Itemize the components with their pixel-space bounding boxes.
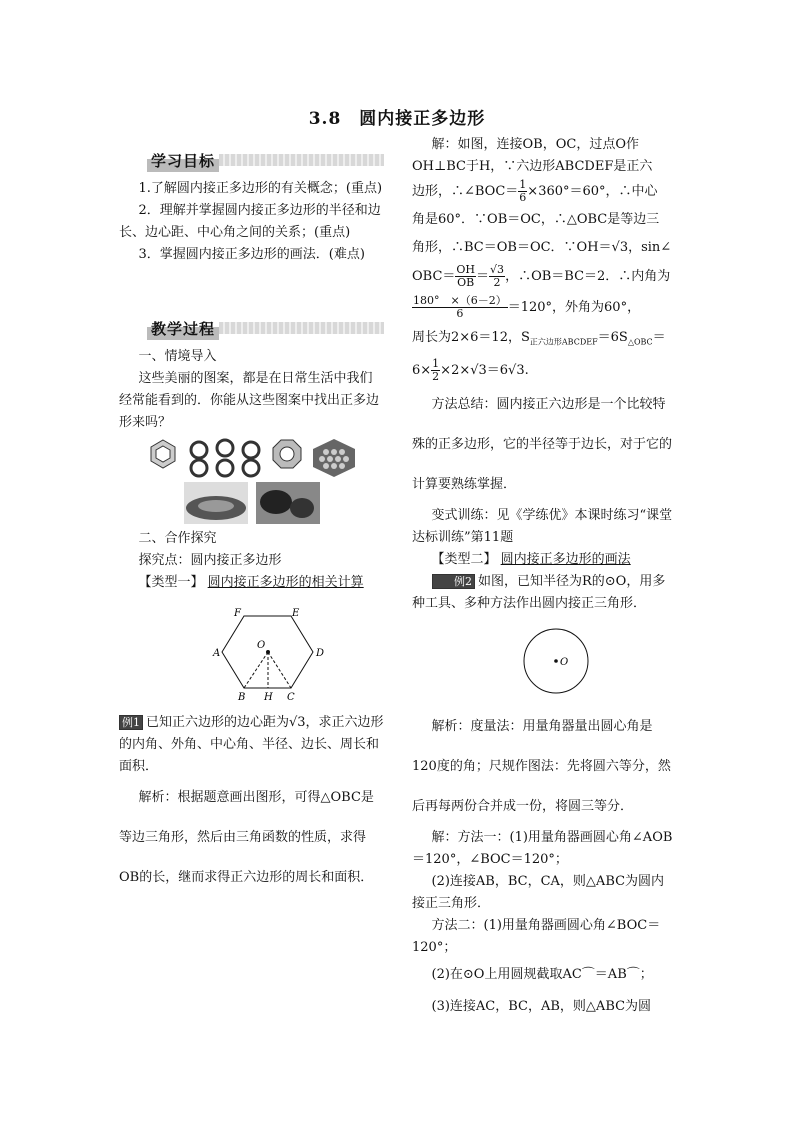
honeycomb-photo-image [256,482,320,524]
fraction: $\frac{1}{2}$ [432,356,440,383]
vertex-label-e: E [292,608,300,619]
example2-solution-line: 方法二：(1)用量角器画圆心角∠BOC＝120°； [412,917,661,955]
example2-analysis: 解析：度量法：用量角器量出圆心角是120度的角；尺规作图法：先将圆六等分，然后再每两份合并成一份，将圆三等分． [412,718,671,814]
variant-training: 变式训练：见《学练优》本课时练习“课堂达标训练”第11题 [412,507,673,545]
pattern-images-row-2 [119,482,384,524]
intro-text: 这些美丽的图案，都是在日常生活中我们经常能看到的．你能从这些图案中找出正多边形来吗？ [119,371,380,430]
right-column [412,134,676,1023]
example2-solution-line: (2)连接AB，BC，CA，则△ABC为圆内接正三角形． [412,873,665,911]
type-tag: 【类型一】 [138,575,204,590]
foot-label-h: H [264,692,273,703]
center-label-o: O [257,640,266,651]
vertex-label-c: C [287,692,295,703]
solution1-line: 角形，∴BC＝OB＝OC．∵OH＝√3，sin∠ [412,240,672,255]
section-banner-goals [119,150,384,172]
circle-diagram [412,621,676,701]
solution1-line: $\frac{180^\circ \times(6-2)}{6}$ ＝120°，外角为60°， [413,294,641,320]
example2 [412,571,676,615]
example1-analysis: 解析：根据题意画出图形，可得△OBC是等边三角形，然后由三角函数的性质，求得OB的长，继而求得正六边形的周长和面积． [119,790,374,885]
hexagon-ring-pattern-image [187,438,263,478]
goal-item: 2．理解并掌握圆内接正多边形的半径和边长、边心距、中心角之间的关系；(重点) [119,203,381,240]
example2-solution-line: (3)连接AC，BC，AB，则△ABC为圆 [431,998,652,1014]
vertex-label-f: F [234,608,241,619]
section-heading: 一、情境导入 [138,349,217,364]
solution1-line: 6× $\frac{1}{2}$ ×2×√3＝6√3. [412,356,529,383]
banner-label: 学习目标 [147,150,219,172]
example-text: 如图，已知半径为R的⊙O，用多种工具、多种方法作出圆内接正三角形． [412,573,666,611]
page-title: 3.8 圆内接正多边形 [308,109,486,129]
vertex-label-a: A [213,648,221,659]
honeycomb-image [311,438,357,478]
type2-heading [412,549,676,571]
goal-item: 1.了解圆内接正多边形的有关概念；(重点) [138,181,383,196]
solution1-line: OBC＝ $\frac{OH}{OB}$ ＝ $\frac{√3}{2}$ ，∴OB＝BC＝2．∴内角为 [412,263,671,289]
dome-photo-image [184,482,248,524]
fraction: $\frac{OH}{OB}$ [456,263,476,289]
octagon-emblem-image [271,438,303,470]
type-title: 圆内接正多边形的相关计算 [207,575,364,590]
vertex-label-d: D [316,648,325,659]
banner-label: 教学过程 [147,318,219,340]
method-summary: 方法总结：圆内接正六边形是一个比较特殊的正多边形，它的半径等于边长，对于它的计算要熟练掌握． [412,396,673,492]
example-tag: 例2 [432,574,476,589]
hexagon-diagram [119,608,384,708]
type1-heading [119,572,384,594]
example2-solution-line: (2)在⊙O上用圆规截取AC⌒＝AB⌒； [431,966,653,982]
solution1-line: 解：如图，连接OB，OC，过点O作OH⊥BC于H，∵六边形ABCDEF是正六 [412,137,653,174]
pattern-images-row-1 [119,438,384,478]
left-column [119,148,384,898]
circle-center-label: O [560,656,569,668]
fraction: $\frac{180^\circ \times(6-2)}{6}$ [413,294,507,320]
fraction: $\frac{1}{6}$ [519,178,527,204]
example2-solution-line: 解：方法一：(1)用量角器画圆心角∠AOB＝120°，∠BOC＝120°； [412,829,673,867]
hexagon-pattern-image [147,438,179,470]
section-banner-process [119,318,384,340]
example-tag: 例1 [119,715,143,730]
type-title: 圆内接正多边形的画法 [500,551,631,567]
type-tag: 【类型二】 [431,551,497,567]
solution1-line: 边形，∴∠BOC＝ $\frac{1}{6}$ ×360°＝60°，∴中心 [412,178,658,204]
example-text: 已知正六边形的边心距为√3，求正六边形的内角、外角、中心角、半径、边长、周长和面积． [119,715,384,774]
solution1-line: 周长为2×6＝12，$S_{正六边形ABCDEF}=6S_{\triangle OBC}=$ [412,330,666,347]
section-heading: 二、合作探究 [138,531,217,546]
solution1-line: 角是60°．∵OB＝OC，∴△OBC是等边三 [412,212,660,227]
fraction: $\frac{√3}{2}$ [490,263,505,289]
example1 [119,712,384,778]
vertex-label-b: B [238,692,246,703]
probe-text: 探究点：圆内接正多边形 [138,553,282,568]
goal-item: 3．掌握圆内接正多边形的画法．(难点) [138,247,365,262]
